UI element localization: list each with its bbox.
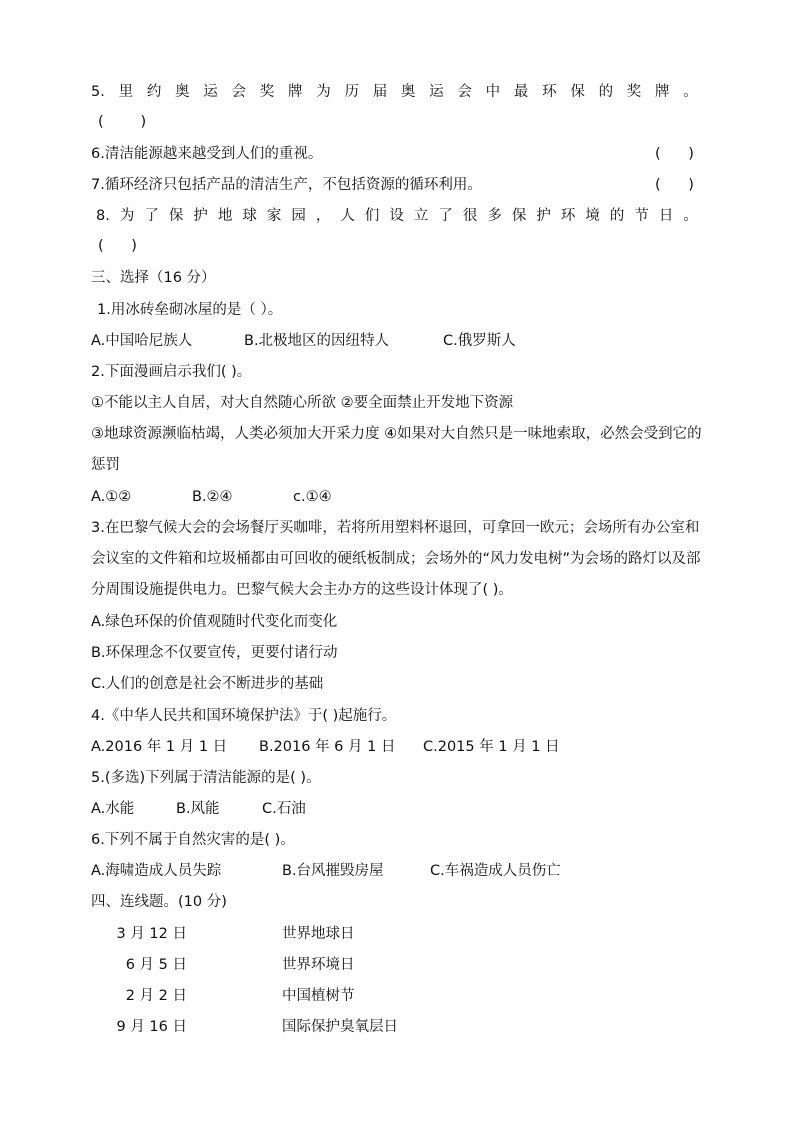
char: 5.	[91, 84, 105, 100]
choice-q3-option-c[interactable]: C.人们的创意是社会不断进步的基础	[91, 676, 324, 692]
char: 保	[511, 208, 527, 224]
matching-date-4[interactable]: 9 月 16 日	[116, 1019, 187, 1035]
judgement-q6-answer-blank[interactable]: ( )	[655, 146, 694, 162]
judgement-q5-answer-blank[interactable]: ( )	[98, 114, 147, 130]
char: 牌	[655, 84, 670, 100]
char: 8.	[96, 208, 110, 224]
matching-date-2[interactable]: 6 月 5 日	[125, 957, 187, 973]
char: 中	[485, 84, 501, 100]
char: 。	[683, 208, 698, 224]
char: 保	[168, 208, 184, 224]
choice-q1-option-c[interactable]: C.俄罗斯人	[443, 333, 516, 349]
matching-date-1[interactable]: 3 月 12 日	[116, 926, 187, 942]
choice-q2-option-c[interactable]: c.①④	[293, 489, 332, 505]
char: 立	[413, 208, 429, 224]
judgement-q7: 7.循环经济只包括产品的清洁生产，不包括资源的循环利用。	[91, 177, 482, 193]
choice-q3-option-b[interactable]: B.环保理念不仅要宣传，更要付诸行动	[91, 645, 338, 661]
choice-q2-statements-2: ③地球资源濒临枯竭，人类必须加大开采力度 ④如果对大自然只是一味地索取，必然会受到它的惩罚	[91, 426, 702, 473]
char: 球	[242, 208, 257, 224]
char: 为	[316, 84, 331, 100]
choice-q2-statements-1: ①不能以主人自居，对大自然随心所欲 ②要全面禁止开发地下资源	[91, 395, 514, 411]
choice-q3-stem: 3.在巴黎气候大会的会场餐厅买咖啡，若将所用塑料杯退回，可拿回一欧元；会场所有办公室和会议室的文件箱和垃圾桶都由可回收的硬纸板制成；会场外的“风力发电树”为会场的路灯以及部分周围设施提供电力。巴黎气候大会主办方的这些设计体现了( )。	[91, 520, 701, 598]
choice-q1-stem: 1.用冰砖垒砌冰屋的是（ ）。	[97, 302, 283, 318]
char: 环	[542, 84, 557, 100]
char: 们	[364, 208, 380, 224]
section-4-heading: 四、连线题。(10 分)	[91, 894, 227, 910]
char: 日	[658, 208, 674, 224]
char: 园	[291, 208, 306, 224]
char: 家	[266, 208, 282, 224]
choice-q6-option-c[interactable]: C.车祸造成人员伤亡	[430, 863, 561, 879]
matching-day-2[interactable]: 世界环境日	[282, 957, 355, 973]
matching-day-4[interactable]: 国际保护臭氧层日	[282, 1019, 398, 1035]
char: 届	[372, 84, 388, 100]
char: 护	[536, 208, 551, 224]
char: 了	[438, 208, 453, 224]
char: 为	[119, 208, 135, 224]
char: 运	[203, 84, 218, 100]
choice-q1-option-b[interactable]: B.北极地区的因纽特人	[244, 333, 390, 349]
char: 历	[344, 84, 359, 100]
char: 护	[193, 208, 208, 224]
char: 境	[585, 208, 600, 224]
char: 最	[513, 84, 529, 100]
choice-q5-option-a[interactable]: A.水能	[91, 801, 135, 817]
choice-q5-stem: 5.(多选)下列属于清洁能源的是( )。	[91, 770, 321, 786]
matching-day-1[interactable]: 世界地球日	[282, 926, 355, 942]
choice-q6-option-b[interactable]: B.台风摧毁房屋	[282, 863, 384, 879]
char: 奥	[175, 84, 190, 100]
choice-q2-option-a[interactable]: A.①②	[91, 489, 132, 505]
char: 多	[487, 208, 502, 224]
choice-q5-option-b[interactable]: B.风能	[176, 801, 220, 817]
choice-q6-option-a[interactable]: A.海啸造成人员失踪	[91, 863, 222, 879]
choice-q4-stem: 4.《中华人民共和国环境保护法》于( )起施行。	[91, 708, 397, 724]
char: 奥	[400, 84, 416, 100]
char: 节	[634, 208, 649, 224]
char: 运	[429, 84, 444, 100]
char: 保	[570, 84, 585, 100]
choice-q5-option-c[interactable]: C.石油	[262, 801, 306, 817]
char: 了	[144, 208, 159, 224]
choice-q1-options	[91, 331, 516, 351]
char: ，	[315, 208, 331, 224]
choice-q6-stem: 6.下列不属于自然灾害的是( )。	[91, 832, 295, 848]
choice-q4-option-c[interactable]: C.2015 年 1 月 1 日	[423, 739, 560, 755]
judgement-q7-answer-blank[interactable]: ( )	[655, 177, 694, 193]
section-3-heading: 三、选择（16 分）	[91, 270, 216, 286]
matching-day-3[interactable]: 中国植树节	[282, 988, 355, 1004]
choice-q4-option-a[interactable]: A.2016 年 1 月 1 日	[91, 739, 228, 755]
char: 环	[560, 208, 576, 224]
judgement-q6: 6.清洁能源越来越受到人们的重视。	[91, 146, 323, 162]
char: 很	[462, 208, 478, 224]
char: 设	[389, 208, 404, 224]
choice-q2-option-b[interactable]: B.②④	[192, 489, 233, 505]
choice-q5-options	[91, 799, 306, 819]
char: 牌	[287, 84, 303, 100]
choice-q6-options	[91, 861, 561, 881]
char: 里	[118, 84, 134, 100]
char: 的	[609, 208, 625, 224]
char: 会	[231, 84, 247, 100]
judgement-q8-answer-blank[interactable]: ( )	[98, 238, 137, 254]
char: 约	[146, 84, 162, 100]
choice-q2-options	[91, 487, 332, 507]
char: 人	[340, 208, 355, 224]
judgement-q8	[96, 206, 698, 226]
char: 的	[598, 84, 614, 100]
choice-q4-option-b[interactable]: B.2016 年 6 月 1 日	[259, 739, 396, 755]
char: 奖	[259, 84, 275, 100]
char: 。	[683, 84, 698, 100]
char: 奖	[626, 84, 642, 100]
choice-q2-stem: 2.下面漫画启示我们( )。	[91, 364, 252, 380]
judgement-q5	[91, 82, 698, 102]
matching-date-3[interactable]: 2 月 2 日	[125, 988, 187, 1004]
choice-q3-option-a[interactable]: A.绿色环保的价值观随时代变化而变化	[91, 614, 338, 630]
char: 会	[457, 84, 472, 100]
choice-q4-options	[91, 737, 560, 757]
char: 地	[217, 208, 233, 224]
choice-q1-option-a[interactable]: A.中国哈尼族人	[91, 333, 193, 349]
